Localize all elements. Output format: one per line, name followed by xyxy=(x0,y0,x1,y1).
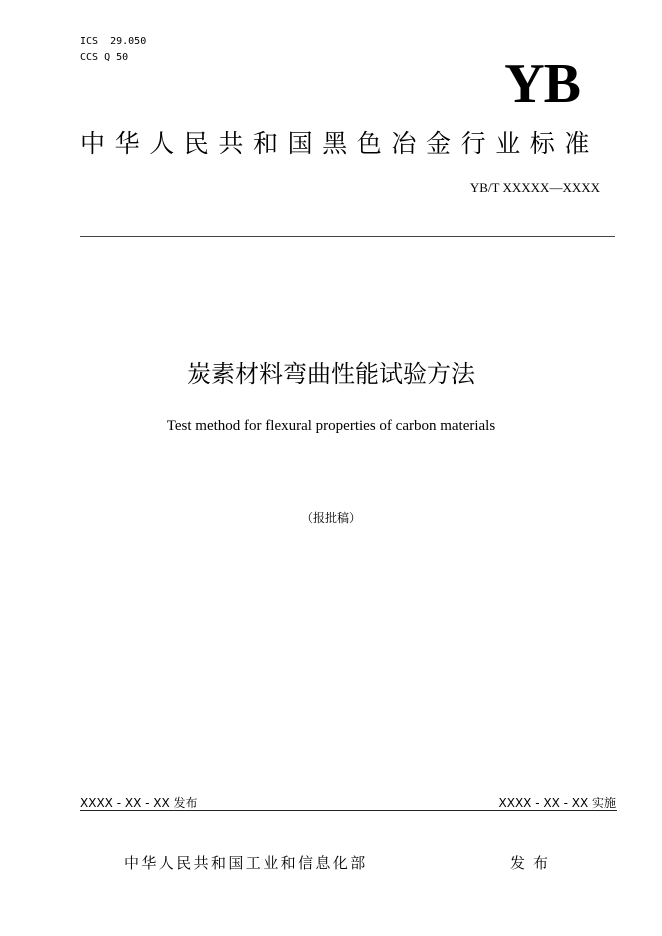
header-divider xyxy=(80,236,615,237)
issuing-organization-title: 中华人民共和国黑色冶金行业标准 xyxy=(80,129,600,158)
document-title-chinese: 炭素材料弯曲性能试验方法 xyxy=(187,360,475,388)
standard-number: YB/T XXXXX—XXXX xyxy=(469,180,600,195)
publish-date: XXXX - XX - XX 发布 xyxy=(80,796,198,810)
ics-code: ICS 29.050 xyxy=(80,36,147,47)
classification-codes xyxy=(80,34,146,66)
footer-divider xyxy=(80,810,617,811)
document-title-english: Test method for flexural properties of carbon materials xyxy=(166,418,496,434)
ccs-code: CCS Q 50 xyxy=(80,52,129,63)
issuing-ministry: 中华人民共和国工业和信息化部 xyxy=(124,854,368,872)
yb-logo: YB xyxy=(504,53,580,115)
implementation-date: XXXX - XX - XX 实施 xyxy=(498,796,616,810)
draft-status: （报批稿） xyxy=(300,511,361,525)
issue-label: 发布 xyxy=(510,854,557,872)
